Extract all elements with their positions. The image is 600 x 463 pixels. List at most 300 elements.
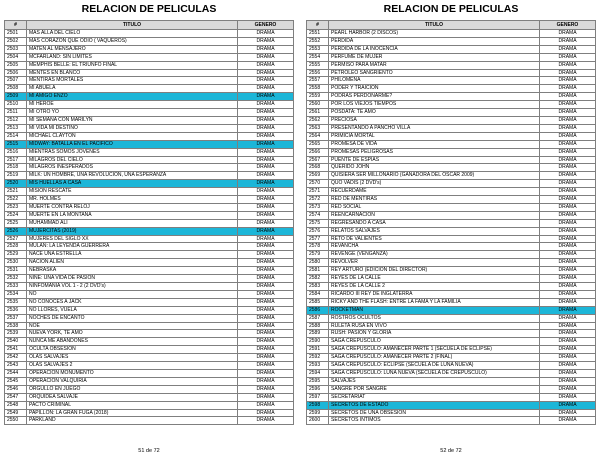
row-number-cell: 2537 bbox=[5, 314, 27, 322]
row-genre-cell: DRAMA bbox=[238, 85, 294, 93]
table-row bbox=[307, 251, 596, 259]
row-title-cell: PRIMICIA MORTAL bbox=[329, 132, 540, 140]
row-title-cell: ROCKETMAN bbox=[329, 306, 540, 314]
row-title-cell: SECRETOS INTIMOS bbox=[329, 417, 540, 425]
table-row bbox=[307, 275, 596, 283]
column-header-genre: GENERO bbox=[540, 21, 596, 30]
table-row bbox=[307, 93, 596, 101]
row-genre-cell: DRAMA bbox=[540, 61, 596, 69]
row-genre-cell: DRAMA bbox=[238, 417, 294, 425]
row-genre-cell: DRAMA bbox=[238, 196, 294, 204]
row-title-cell: MI ABUELA bbox=[27, 85, 238, 93]
row-genre-cell: DRAMA bbox=[238, 211, 294, 219]
movie-table bbox=[4, 20, 294, 425]
row-number-cell: 2597 bbox=[307, 393, 329, 401]
row-title-cell: MUERTE CONTRA RELOJ bbox=[27, 203, 238, 211]
row-genre-cell: DRAMA bbox=[238, 314, 294, 322]
row-genre-cell: DRAMA bbox=[238, 69, 294, 77]
row-genre-cell: DRAMA bbox=[540, 409, 596, 417]
table-row bbox=[5, 164, 294, 172]
table-row bbox=[5, 132, 294, 140]
row-number-cell: 2558 bbox=[307, 85, 329, 93]
row-title-cell: PARKLAND bbox=[27, 417, 238, 425]
row-genre-cell: DRAMA bbox=[540, 77, 596, 85]
column-header-number: # bbox=[307, 21, 329, 30]
page-title: RELACION DE PELICULAS bbox=[81, 3, 217, 15]
row-title-cell: MISION RESCATE bbox=[27, 188, 238, 196]
row-genre-cell: DRAMA bbox=[540, 251, 596, 259]
row-number-cell: 2573 bbox=[307, 203, 329, 211]
row-genre-cell: DRAMA bbox=[238, 37, 294, 45]
row-title-cell: SAGA CREPUSCULO: ECLIPSE (SECUELA DE LUNA NUEVA) bbox=[329, 362, 540, 370]
table-row bbox=[5, 148, 294, 156]
row-number-cell: 2566 bbox=[307, 148, 329, 156]
row-number-cell: 2600 bbox=[307, 417, 329, 425]
row-number-cell: 2556 bbox=[307, 69, 329, 77]
row-number-cell: 2595 bbox=[307, 377, 329, 385]
table-row bbox=[5, 409, 294, 417]
row-number-cell: 2525 bbox=[5, 219, 27, 227]
row-number-cell: 2508 bbox=[5, 85, 27, 93]
row-number-cell: 2563 bbox=[307, 124, 329, 132]
row-number-cell: 2504 bbox=[5, 53, 27, 61]
row-title-cell: MUHAMMAD ALI bbox=[27, 219, 238, 227]
row-genre-cell: DRAMA bbox=[540, 346, 596, 354]
table-row bbox=[5, 77, 294, 85]
row-number-cell: 2520 bbox=[5, 180, 27, 188]
row-genre-cell: DRAMA bbox=[540, 188, 596, 196]
row-genre-cell: DRAMA bbox=[540, 362, 596, 370]
row-title-cell: MAS ALLA DEL CIELO bbox=[27, 30, 238, 38]
row-number-cell: 2543 bbox=[5, 362, 27, 370]
row-title-cell: SANGRE POR SANGRE bbox=[329, 385, 540, 393]
table-row bbox=[307, 148, 596, 156]
row-genre-cell: DRAMA bbox=[238, 346, 294, 354]
table-row bbox=[5, 259, 294, 267]
row-title-cell: QUISIERA SER MILLONARIO (GANADORA DEL OSCAR 2009) bbox=[329, 172, 540, 180]
row-genre-cell: DRAMA bbox=[238, 219, 294, 227]
table-row bbox=[5, 298, 294, 306]
table-row bbox=[5, 53, 294, 61]
row-title-cell: SECRETOS DE UNA OBSESION bbox=[329, 409, 540, 417]
row-number-cell: 2522 bbox=[5, 196, 27, 204]
row-number-cell: 2576 bbox=[307, 227, 329, 235]
table-row bbox=[307, 85, 596, 93]
row-genre-cell: DRAMA bbox=[540, 259, 596, 267]
table-row bbox=[307, 283, 596, 291]
table-row bbox=[307, 314, 596, 322]
row-number-cell: 2519 bbox=[5, 172, 27, 180]
column-header-genre: GENERO bbox=[238, 21, 294, 30]
table-row bbox=[5, 346, 294, 354]
row-number-cell: 2546 bbox=[5, 385, 27, 393]
row-number-cell: 2541 bbox=[5, 346, 27, 354]
row-number-cell: 2532 bbox=[5, 275, 27, 283]
table-row bbox=[307, 385, 596, 393]
row-genre-cell: DRAMA bbox=[238, 290, 294, 298]
row-title-cell: POSDATA: TE AMO bbox=[329, 109, 540, 117]
row-genre-cell: DRAMA bbox=[540, 227, 596, 235]
table-row bbox=[307, 227, 596, 235]
row-number-cell: 2572 bbox=[307, 196, 329, 204]
row-title-cell: PODRAS PERDONARME? bbox=[329, 93, 540, 101]
row-title-cell: MATEN AL MENSAJERO bbox=[27, 45, 238, 53]
row-title-cell: MENTIRAS MORTALES bbox=[27, 77, 238, 85]
row-title-cell: REVANCHA bbox=[329, 243, 540, 251]
table-row bbox=[307, 124, 596, 132]
row-title-cell: REGRESANDO A CASA bbox=[329, 219, 540, 227]
row-genre-cell: DRAMA bbox=[238, 338, 294, 346]
row-title-cell: SAGA CREPUSCULO: LUNA NUEVA (SECUELA DE CREPUSCULO) bbox=[329, 369, 540, 377]
row-genre-cell: DRAMA bbox=[238, 377, 294, 385]
column-header-number: # bbox=[5, 21, 27, 30]
row-genre-cell: DRAMA bbox=[540, 148, 596, 156]
row-title-cell: ORGULLO EN JUEGO bbox=[27, 385, 238, 393]
table-row bbox=[307, 140, 596, 148]
row-genre-cell: DRAMA bbox=[238, 77, 294, 85]
row-number-cell: 2579 bbox=[307, 251, 329, 259]
row-genre-cell: DRAMA bbox=[540, 85, 596, 93]
row-title-cell: NUNCA ME ABANDONES bbox=[27, 338, 238, 346]
row-title-cell: MICHAEL CLAYTON bbox=[27, 132, 238, 140]
table-row bbox=[307, 401, 596, 409]
table-row bbox=[5, 354, 294, 362]
row-number-cell: 2560 bbox=[307, 101, 329, 109]
row-title-cell: RED SOCIAL bbox=[329, 203, 540, 211]
row-number-cell: 2565 bbox=[307, 140, 329, 148]
table-row bbox=[5, 180, 294, 188]
table-row bbox=[307, 298, 596, 306]
row-title-cell: RICARDO III REY DE INGLATERRA bbox=[329, 290, 540, 298]
row-number-cell: 2561 bbox=[307, 109, 329, 117]
row-genre-cell: DRAMA bbox=[238, 188, 294, 196]
row-genre-cell: DRAMA bbox=[238, 243, 294, 251]
row-number-cell: 2547 bbox=[5, 393, 27, 401]
row-title-cell: SAGA CREPUSCULO bbox=[329, 338, 540, 346]
row-genre-cell: DRAMA bbox=[540, 393, 596, 401]
row-number-cell: 2571 bbox=[307, 188, 329, 196]
row-number-cell: 2529 bbox=[5, 251, 27, 259]
row-title-cell: RUSH: PASION Y GLORIA bbox=[329, 330, 540, 338]
row-genre-cell: DRAMA bbox=[238, 53, 294, 61]
row-genre-cell: DRAMA bbox=[540, 267, 596, 275]
table-row bbox=[5, 156, 294, 164]
row-genre-cell: DRAMA bbox=[238, 283, 294, 291]
row-number-cell: 2513 bbox=[5, 124, 27, 132]
row-genre-cell: DRAMA bbox=[540, 306, 596, 314]
row-number-cell: 2599 bbox=[307, 409, 329, 417]
row-number-cell: 2549 bbox=[5, 409, 27, 417]
row-genre-cell: DRAMA bbox=[238, 180, 294, 188]
row-title-cell: NEBRASKA bbox=[27, 267, 238, 275]
row-genre-cell: DRAMA bbox=[540, 298, 596, 306]
row-number-cell: 2564 bbox=[307, 132, 329, 140]
row-number-cell: 2575 bbox=[307, 219, 329, 227]
row-number-cell: 2582 bbox=[307, 275, 329, 283]
row-number-cell: 2569 bbox=[307, 172, 329, 180]
row-title-cell: MR. HOLMES bbox=[27, 196, 238, 204]
row-genre-cell: DRAMA bbox=[238, 330, 294, 338]
table-header-row bbox=[307, 21, 596, 30]
row-genre-cell: DRAMA bbox=[540, 290, 596, 298]
row-genre-cell: DRAMA bbox=[540, 203, 596, 211]
table-row bbox=[307, 409, 596, 417]
row-title-cell: PERDIDA DE LA INOCENCIA bbox=[329, 45, 540, 53]
table-row bbox=[5, 188, 294, 196]
row-genre-cell: DRAMA bbox=[540, 354, 596, 362]
table-row bbox=[5, 385, 294, 393]
row-genre-cell: DRAMA bbox=[540, 93, 596, 101]
row-title-cell: NO CONOCES A JACK bbox=[27, 298, 238, 306]
row-genre-cell: DRAMA bbox=[238, 267, 294, 275]
row-genre-cell: DRAMA bbox=[540, 53, 596, 61]
table-row bbox=[5, 275, 294, 283]
row-number-cell: 2507 bbox=[5, 77, 27, 85]
table-row bbox=[5, 93, 294, 101]
table-row bbox=[5, 69, 294, 77]
row-genre-cell: DRAMA bbox=[238, 45, 294, 53]
table-row bbox=[5, 362, 294, 370]
row-number-cell: 2536 bbox=[5, 306, 27, 314]
row-title-cell: MI AMIGO ENZO bbox=[27, 93, 238, 101]
page-52 bbox=[306, 0, 596, 463]
row-title-cell: REYES DE LA CALLE bbox=[329, 275, 540, 283]
row-genre-cell: DRAMA bbox=[238, 385, 294, 393]
table-row bbox=[5, 314, 294, 322]
row-genre-cell: DRAMA bbox=[540, 275, 596, 283]
row-number-cell: 2542 bbox=[5, 354, 27, 362]
table-row bbox=[5, 61, 294, 69]
row-title-cell: MUJERCITAS (2019) bbox=[27, 227, 238, 235]
table-row bbox=[5, 393, 294, 401]
table-row bbox=[5, 369, 294, 377]
row-number-cell: 2524 bbox=[5, 211, 27, 219]
table-row bbox=[5, 211, 294, 219]
table-row bbox=[5, 45, 294, 53]
row-genre-cell: DRAMA bbox=[238, 30, 294, 38]
row-number-cell: 2512 bbox=[5, 116, 27, 124]
page-number: 51 de 72 bbox=[138, 448, 160, 454]
table-row bbox=[307, 196, 596, 204]
row-title-cell: PERMISO PARA MATAR bbox=[329, 61, 540, 69]
table-row bbox=[307, 330, 596, 338]
row-title-cell: OCULTA OBSESION bbox=[27, 346, 238, 354]
page-title: RELACION DE PELICULAS bbox=[383, 3, 519, 15]
row-number-cell: 2506 bbox=[5, 69, 27, 77]
row-genre-cell: DRAMA bbox=[238, 132, 294, 140]
row-number-cell: 2591 bbox=[307, 346, 329, 354]
row-genre-cell: DRAMA bbox=[238, 362, 294, 370]
row-title-cell: MUERTE EN LA MONTAÑA bbox=[27, 211, 238, 219]
row-genre-cell: DRAMA bbox=[540, 314, 596, 322]
row-genre-cell: DRAMA bbox=[540, 322, 596, 330]
row-title-cell: SECRETOS DE ESTADO bbox=[329, 401, 540, 409]
row-number-cell: 2535 bbox=[5, 298, 27, 306]
row-title-cell: MIENTRAS SOMOS JOVENES bbox=[27, 148, 238, 156]
row-number-cell: 2584 bbox=[307, 290, 329, 298]
row-number-cell: 2528 bbox=[5, 243, 27, 251]
row-title-cell: PHILOMENA bbox=[329, 77, 540, 85]
row-title-cell: ORQUIDEA SALVAJE bbox=[27, 393, 238, 401]
row-genre-cell: DRAMA bbox=[540, 369, 596, 377]
row-number-cell: 2580 bbox=[307, 259, 329, 267]
column-header-title: TITULO bbox=[329, 21, 540, 30]
table-row bbox=[307, 354, 596, 362]
table-row bbox=[307, 188, 596, 196]
row-genre-cell: DRAMA bbox=[238, 354, 294, 362]
row-number-cell: 2548 bbox=[5, 401, 27, 409]
row-number-cell: 2509 bbox=[5, 93, 27, 101]
row-title-cell: PAPILLON: LA GRAN FUGA (2018) bbox=[27, 409, 238, 417]
row-title-cell: PROMESAS PELIGROSAS bbox=[329, 148, 540, 156]
row-genre-cell: DRAMA bbox=[238, 275, 294, 283]
row-number-cell: 2515 bbox=[5, 140, 27, 148]
row-genre-cell: DRAMA bbox=[238, 409, 294, 417]
row-genre-cell: DRAMA bbox=[238, 235, 294, 243]
row-title-cell: MILAGROS DEL CIELO bbox=[27, 156, 238, 164]
row-title-cell: ROSTROS OCULTOS bbox=[329, 314, 540, 322]
row-number-cell: 2590 bbox=[307, 338, 329, 346]
table-row bbox=[307, 132, 596, 140]
table-row bbox=[307, 219, 596, 227]
row-number-cell: 2517 bbox=[5, 156, 27, 164]
row-title-cell: MI VIDA MI DESTINO bbox=[27, 124, 238, 132]
row-number-cell: 2516 bbox=[5, 148, 27, 156]
row-genre-cell: DRAMA bbox=[540, 164, 596, 172]
row-number-cell: 2501 bbox=[5, 30, 27, 38]
row-number-cell: 2587 bbox=[307, 314, 329, 322]
row-title-cell: REVENGE (VENGANZA) bbox=[329, 251, 540, 259]
table-row bbox=[5, 101, 294, 109]
row-genre-cell: DRAMA bbox=[540, 243, 596, 251]
row-number-cell: 2544 bbox=[5, 369, 27, 377]
column-header-title: TITULO bbox=[27, 21, 238, 30]
table-row bbox=[5, 267, 294, 275]
table-row bbox=[307, 109, 596, 117]
table-row bbox=[5, 124, 294, 132]
row-title-cell: RED DE MENTIRAS bbox=[329, 196, 540, 204]
row-number-cell: 2505 bbox=[5, 61, 27, 69]
table-row bbox=[5, 85, 294, 93]
table-row bbox=[5, 290, 294, 298]
table-row bbox=[307, 30, 596, 38]
row-title-cell: MILK: UN HOMBRE, UNA REVOLUCION, UNA ESPERANZA bbox=[27, 172, 238, 180]
row-title-cell: NO bbox=[27, 290, 238, 298]
table-row bbox=[307, 290, 596, 298]
row-title-cell: NACION ALIEN bbox=[27, 259, 238, 267]
row-genre-cell: DRAMA bbox=[540, 219, 596, 227]
row-genre-cell: DRAMA bbox=[540, 330, 596, 338]
row-title-cell: OLAS SALVAJES 2 bbox=[27, 362, 238, 370]
table-row bbox=[307, 45, 596, 53]
row-number-cell: 2557 bbox=[307, 77, 329, 85]
row-number-cell: 2518 bbox=[5, 164, 27, 172]
row-number-cell: 2510 bbox=[5, 101, 27, 109]
row-genre-cell: DRAMA bbox=[238, 298, 294, 306]
table-row bbox=[307, 77, 596, 85]
table-row bbox=[5, 417, 294, 425]
page-51 bbox=[4, 0, 294, 463]
row-genre-cell: DRAMA bbox=[540, 401, 596, 409]
row-number-cell: 2526 bbox=[5, 227, 27, 235]
row-title-cell: NOCHES DE ENCANTO bbox=[27, 314, 238, 322]
row-genre-cell: DRAMA bbox=[238, 101, 294, 109]
row-title-cell: POR LOS VIEJOS TIEMPOS bbox=[329, 101, 540, 109]
row-title-cell: PROMESA DE VIDA bbox=[329, 140, 540, 148]
row-number-cell: 2570 bbox=[307, 180, 329, 188]
table-row bbox=[307, 211, 596, 219]
row-number-cell: 2551 bbox=[307, 30, 329, 38]
table-row bbox=[307, 346, 596, 354]
row-genre-cell: DRAMA bbox=[238, 306, 294, 314]
table-row bbox=[5, 109, 294, 117]
table-row bbox=[5, 322, 294, 330]
row-title-cell: RELATOS SALVAJES bbox=[329, 227, 540, 235]
row-genre-cell: DRAMA bbox=[238, 140, 294, 148]
table-row bbox=[5, 203, 294, 211]
table-row bbox=[5, 338, 294, 346]
row-title-cell: MCFARLAND: SIN LIMITES bbox=[27, 53, 238, 61]
table-row bbox=[307, 235, 596, 243]
row-title-cell: PRECIOSA bbox=[329, 116, 540, 124]
row-title-cell: MIDWAY: BATALLA EN EL PACIFICO bbox=[27, 140, 238, 148]
row-number-cell: 2540 bbox=[5, 338, 27, 346]
row-number-cell: 2514 bbox=[5, 132, 27, 140]
row-genre-cell: DRAMA bbox=[238, 203, 294, 211]
row-title-cell: MI HEROE bbox=[27, 101, 238, 109]
row-title-cell: PODER Y TRAICION bbox=[329, 85, 540, 93]
row-title-cell: SECRETARIAT bbox=[329, 393, 540, 401]
row-number-cell: 2562 bbox=[307, 116, 329, 124]
row-title-cell: REENCARNACION bbox=[329, 211, 540, 219]
row-genre-cell: DRAMA bbox=[540, 180, 596, 188]
movie-table bbox=[306, 20, 596, 425]
table-row bbox=[5, 116, 294, 124]
row-genre-cell: DRAMA bbox=[540, 338, 596, 346]
table-row bbox=[5, 243, 294, 251]
row-title-cell: MEMPHIS BELLE: EL TRIUNFO FINAL bbox=[27, 61, 238, 69]
row-genre-cell: DRAMA bbox=[238, 172, 294, 180]
row-title-cell: NUEVA YORK, TE AMO bbox=[27, 330, 238, 338]
row-genre-cell: DRAMA bbox=[540, 156, 596, 164]
row-title-cell: OPERACIÓN VALQUIRIA bbox=[27, 377, 238, 385]
row-genre-cell: DRAMA bbox=[540, 417, 596, 425]
row-genre-cell: DRAMA bbox=[540, 101, 596, 109]
table-row bbox=[307, 172, 596, 180]
table-row bbox=[5, 330, 294, 338]
row-genre-cell: DRAMA bbox=[238, 259, 294, 267]
table-row bbox=[307, 306, 596, 314]
row-number-cell: 2588 bbox=[307, 322, 329, 330]
row-genre-cell: DRAMA bbox=[540, 377, 596, 385]
row-number-cell: 2534 bbox=[5, 290, 27, 298]
row-number-cell: 2598 bbox=[307, 401, 329, 409]
table-row bbox=[5, 251, 294, 259]
row-title-cell: OLAS SALVAJES bbox=[27, 354, 238, 362]
row-genre-cell: DRAMA bbox=[238, 109, 294, 117]
row-number-cell: 2533 bbox=[5, 283, 27, 291]
row-genre-cell: DRAMA bbox=[540, 30, 596, 38]
row-title-cell: NINE: UNA VIDA DE PASION bbox=[27, 275, 238, 283]
table-row bbox=[307, 243, 596, 251]
row-title-cell: PRESENTANDO A PANCHO VILLA bbox=[329, 124, 540, 132]
row-number-cell: 2523 bbox=[5, 203, 27, 211]
row-number-cell: 2545 bbox=[5, 377, 27, 385]
table-row bbox=[307, 164, 596, 172]
row-number-cell: 2578 bbox=[307, 243, 329, 251]
table-row bbox=[5, 377, 294, 385]
row-genre-cell: DRAMA bbox=[540, 109, 596, 117]
